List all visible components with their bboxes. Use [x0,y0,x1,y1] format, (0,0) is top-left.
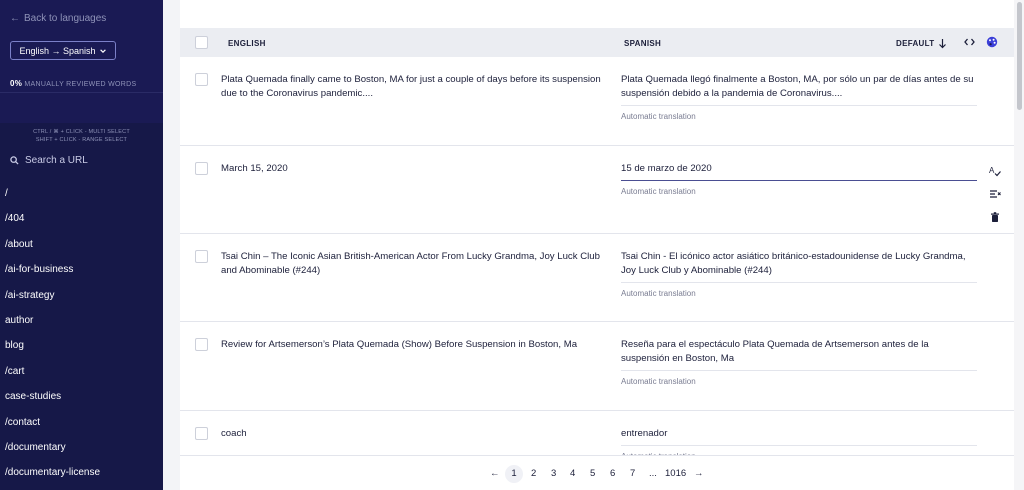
url-item[interactable]: /contact [5,416,41,428]
url-item[interactable]: author [5,314,34,326]
clear-format-icon[interactable] [989,187,1001,205]
translation-status: Automatic translation [621,289,696,298]
sort-label: DEFAULT [896,39,935,48]
url-item[interactable]: blog [5,340,24,352]
column-header-english: ENGLISH [228,39,266,48]
sort-dropdown[interactable] [896,38,947,49]
sidebar [0,0,163,490]
row-checkbox[interactable] [195,73,208,86]
url-item[interactable]: /cart [5,365,25,377]
page-button[interactable]: 5 [590,468,596,479]
palette-icon[interactable] [986,36,998,50]
url-item[interactable]: / [5,188,8,199]
language-pair-label: English → Spanish [19,45,96,56]
page-button[interactable]: 4 [570,468,576,479]
scrollbar-thumb[interactable] [1017,2,1022,110]
last-page-button[interactable]: 1016 [665,468,687,479]
translation-status: Automatic translation [621,187,696,196]
url-item[interactable]: /about [5,238,33,250]
row-checkbox[interactable] [195,338,208,351]
back-link-label: Back to languages [24,13,107,24]
source-text: coach [221,428,247,439]
arrow-left-icon: ← [10,13,20,24]
table-header [180,28,1014,57]
code-view-icon[interactable] [964,37,975,49]
url-item[interactable]: /ai-for-business [5,264,74,276]
translation-status: Automatic translation [621,377,696,386]
table-row [180,146,1014,234]
source-text: Plata Quemada finally came to Boston, MA for just a couple of days before its suspension due to the Coronavirus pandemic.... [221,74,601,99]
spellcheck-icon[interactable] [989,164,1001,182]
svg-text:A: A [989,166,995,175]
page-button[interactable]: 7 [630,468,636,479]
target-text-field[interactable]: entrenador [621,427,977,446]
arrow-down-icon [938,38,947,49]
row-checkbox[interactable] [195,250,208,263]
page-button[interactable]: 3 [551,468,557,479]
table-row [180,57,1014,146]
language-pair-dropdown[interactable] [10,41,116,60]
reviewed-label: MANUALLY REVIEWED WORDS [24,81,137,88]
url-search-input[interactable] [10,155,88,166]
source-text: Tsai Chin – The Iconic Asian British-American Actor From Lucky Grandma, Joy Luck Club and Abominable (#244) [221,251,600,276]
chevron-down-icon [99,47,107,55]
next-page-button[interactable]: → [694,468,704,479]
search-placeholder: Search a URL [25,155,88,166]
hint-range-select: SHIFT + CLICK - RANGE SELECT [35,137,128,143]
prev-page-button[interactable]: ← [490,468,500,479]
column-header-spanish: SPANISH [624,39,662,48]
url-item[interactable]: case-studies [5,391,62,403]
url-item[interactable]: /ai-strategy [5,289,55,301]
target-text-field[interactable]: Plata Quemada llegó finalmente a Boston, MA, por sólo un par de días antes de su suspensión debido a la pandemia de Coronavirus.... [621,73,977,106]
reviewed-percentage: 0% [10,79,23,88]
search-icon [10,156,19,165]
table-row [180,234,1014,322]
select-all-checkbox[interactable] [195,36,208,49]
url-list [0,181,163,486]
sidebar-divider [0,92,163,93]
page-button-current[interactable]: 1 [505,465,523,483]
translation-status: Automatic translation [621,112,696,121]
row-actions [989,164,1001,228]
translation-panel [180,0,1014,490]
target-text-field[interactable]: Reseña para el espectáculo Plata Quemada de Artsemerson antes de la suspensión en Boston, Ma [621,338,977,371]
hint-multi-select: CTRL / ⌘ + CLICK - MULTI SELECT [33,129,130,135]
pagination [180,455,1014,490]
pagination-ellipsis: ... [649,468,657,479]
url-item[interactable]: /documentary-license [5,467,101,479]
selection-hint [0,128,163,144]
url-item[interactable]: /404 [5,213,25,225]
table-row [180,322,1014,411]
row-checkbox[interactable] [195,162,208,175]
page-button[interactable]: 6 [610,468,616,479]
url-item[interactable]: /documentary [5,441,66,453]
row-checkbox[interactable] [195,427,208,440]
reviewed-words-stat [10,79,136,88]
back-to-languages-link[interactable] [10,13,106,24]
target-text-field[interactable]: Tsai Chin - El icónico actor asiático británico-estadounidense de Lucky Grandma, Joy Luck Club y Abominable (#244) [621,250,977,283]
trash-icon[interactable] [989,210,1001,228]
source-text: March 15, 2020 [221,163,288,174]
target-text-field[interactable]: 15 de marzo de 2020 [621,162,977,181]
page-button[interactable]: 2 [531,468,537,479]
source-text: Review for Artsemerson’s Plata Quemada (Show) Before Suspension in Boston, Ma [221,339,578,350]
